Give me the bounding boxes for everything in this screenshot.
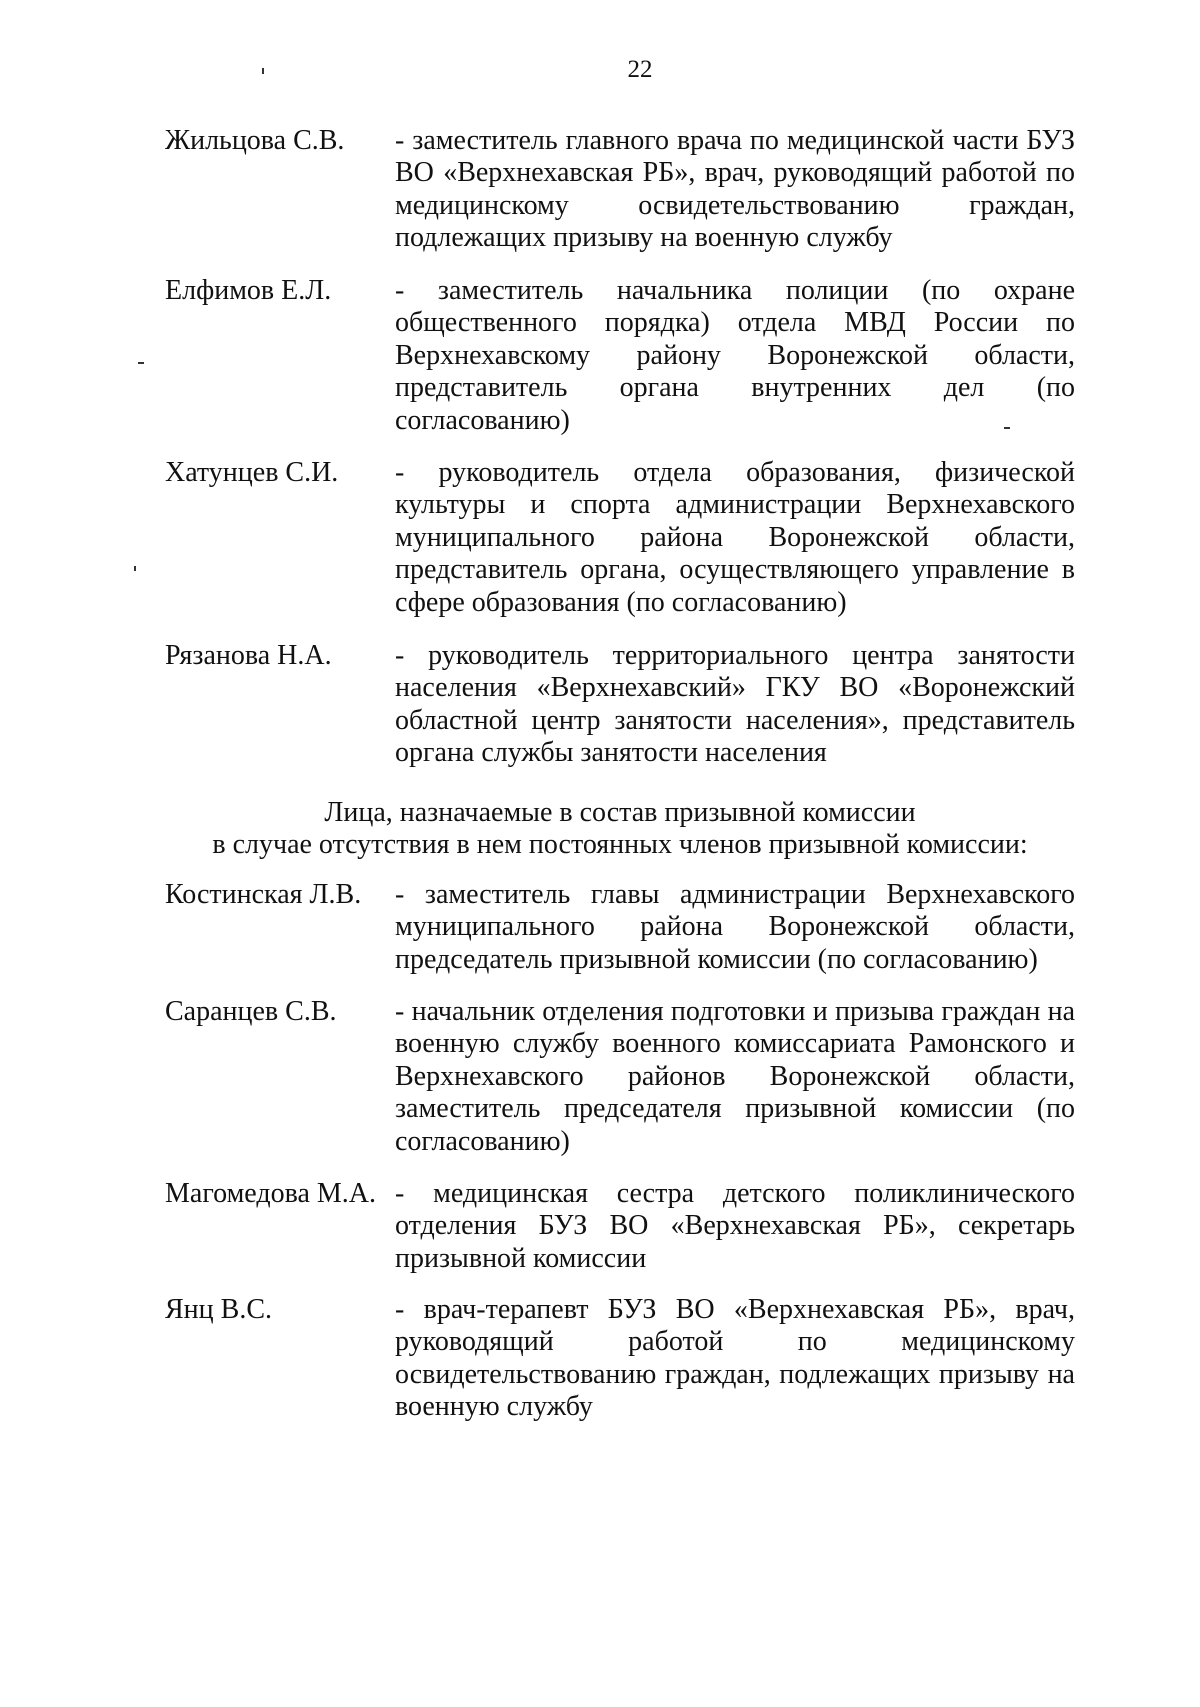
reserve-member-description: - врач-терапевт БУЗ ВО «Верхнехавская РБ», врач, руководящий работой по медицинскому освидетельствованию граждан, подлежащих призыву на военную службу bbox=[395, 1294, 1075, 1423]
scan-mark bbox=[138, 362, 144, 364]
section-heading-line1: Лица, назначаемые в состав призывной комиссии bbox=[324, 797, 916, 828]
reserve-member-entry bbox=[165, 1294, 1075, 1424]
member-entry bbox=[165, 640, 1075, 770]
reserve-member-name: Саранцев С.В. bbox=[165, 996, 337, 1027]
member-entry bbox=[165, 125, 1075, 255]
reserve-member-entry bbox=[165, 879, 1075, 976]
reserve-member-entry bbox=[165, 996, 1075, 1158]
member-description: - руководитель отдела образования, физической культуры и спорта администрации Верхнехавского муниципального района Воронежской области, представитель органа, осуществляющего управление в сфере образования (по согласованию) bbox=[395, 457, 1075, 618]
reserve-member-name: Магомедова М.А. bbox=[165, 1178, 376, 1209]
reserve-member-description: - медицинская сестра детского поликлинического отделения БУЗ ВО «Верхнехавская РБ», секретарь призывной комиссии bbox=[395, 1178, 1075, 1274]
member-entry bbox=[165, 457, 1075, 619]
reserve-member-name: Костинская Л.В. bbox=[165, 879, 362, 910]
page-number: 22 bbox=[627, 56, 653, 83]
reserve-member-description: - начальник отделения подготовки и призыва граждан на военную службу военного комиссариата Рамонского и Верхнехавского районов Воронежской области, заместитель председателя призывной комиссии (по согласованию) bbox=[395, 996, 1075, 1157]
reserve-member-entry bbox=[165, 1178, 1075, 1275]
member-name: Рязанова Н.А. bbox=[165, 640, 332, 671]
member-name: Елфимов Е.Л. bbox=[165, 275, 332, 306]
reserve-member-description: - заместитель главы администрации Верхнехавского муниципального района Воронежской области, председатель призывной комиссии (по согласованию) bbox=[395, 879, 1075, 975]
member-entry bbox=[165, 275, 1075, 437]
section-heading bbox=[165, 797, 1075, 862]
reserve-member-name: Янц В.С. bbox=[165, 1294, 272, 1325]
section-heading-line2: в случае отсутствия в нем постоянных членов призывной комиссии: bbox=[212, 829, 1028, 861]
member-description: - заместитель главного врача по медицинской части БУЗ ВО «Верхнехавская РБ», врач, руководящий работой по медицинскому освидетельствованию граждан, подлежащих призыву на военную службу bbox=[395, 125, 1075, 254]
member-name: Хатунцев С.И. bbox=[165, 457, 339, 488]
member-name: Жильцова С.В. bbox=[165, 125, 345, 156]
scan-mark bbox=[134, 566, 136, 571]
member-description: - руководитель территориального центра занятости населения «Верхнехавский» ГКУ ВО «Воронежский областной центр занятости населения», представитель органа службы занятости населения bbox=[395, 640, 1075, 769]
member-description: - заместитель начальника полиции (по охране общественного порядка) отдела МВД России по Верхнехавскому району Воронежской области, представитель органа внутренних дел (по согласованию) bbox=[395, 275, 1075, 436]
